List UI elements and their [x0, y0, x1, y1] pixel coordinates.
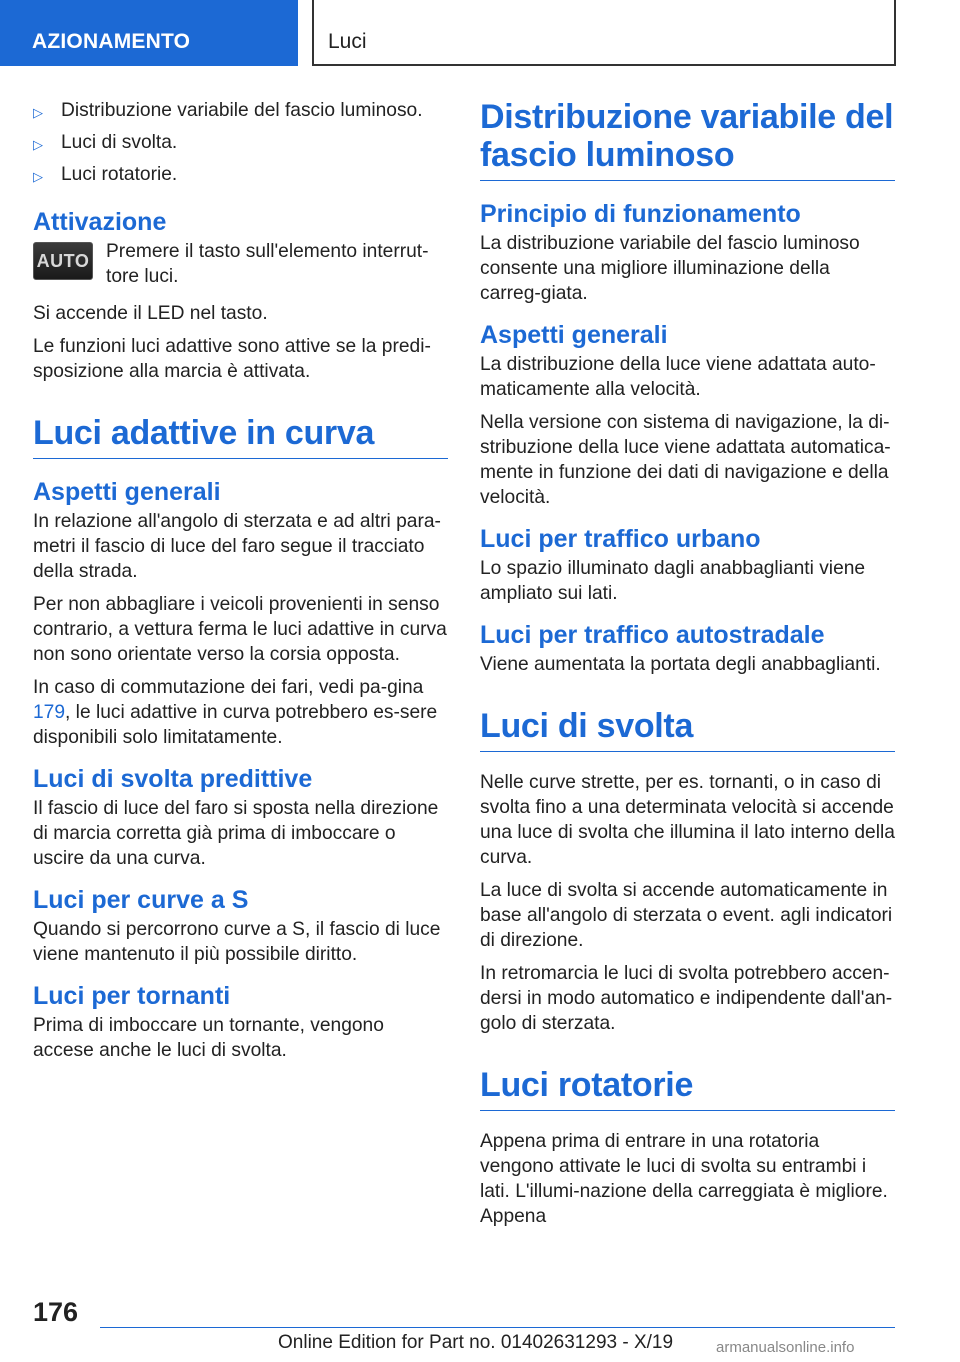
turning-lights-title: Luci di svolta — [480, 707, 895, 752]
hairpin-text: Prima di imboccare un tornante, vengono accese anche le luci di svolta. — [33, 1015, 384, 1061]
predictive-heading: Luci di svolta predittive — [33, 765, 313, 793]
roundabout-text-1: Appena prima di entrare in una rotatoria vengono attivate le luci di svolta su entrambi i lati. L'illumi-nazione della carreggiata è migliore. Appena — [480, 1131, 888, 1227]
turning-text-2: La luce di svolta si accende automaticamente in base all'angolo di sterzata o event. agli indicatori di direzione. — [480, 880, 893, 951]
principle-heading: Principio di funzionamento — [480, 200, 801, 228]
page-number: 176 — [33, 1297, 79, 1327]
right-column — [480, 98, 895, 1237]
hairpin-heading: Luci per tornanti — [33, 982, 231, 1010]
turning-text-1: Nelle curve strette, per es. tornanti, o in caso di svolta fino a una determinata velocità si accende una luce di svolta che illumina il lato interno della curva. — [480, 772, 895, 868]
section-tab: AZIONAMENTO — [0, 0, 298, 66]
adaptive-general-text-1: In relazione all'angolo di sterzata e ad altri para-metri il fascio di luce del faro segue il tracciato della strada. — [33, 511, 441, 582]
roundabout-title: Luci rotatorie — [480, 1066, 895, 1111]
list-item: ▷ Distribuzione variabile del fascio luminoso. — [33, 98, 448, 123]
s-curve-text: Quando si percorrono curve a S, il fascio di luce viene mantenuto il più possibile diritto. — [33, 919, 441, 965]
urban-text: Lo spazio illuminato dagli anabbaglianti viene ampliato sui lati. — [480, 558, 866, 604]
adaptive-curve-title: Luci adattive in curva — [33, 414, 448, 459]
adaptive-general-text-2: Per non abbagliare i veicoli provenienti in senso contrario, a vettura ferma le luci adattive in curva non sono orientate verso la corsia opposta. — [33, 594, 447, 665]
activation-status-text: Le funzioni luci adattive sono attive se la predi-sposizione alla marcia è attivata. — [33, 336, 431, 382]
adaptive-general-text-3: In caso di commutazione dei fari, vedi pa-gina 179, le luci adattive in curva potrebbero es-sere disponibili solo limitatamente. — [33, 677, 438, 748]
predictive-text: Il fascio di luce del faro si sposta nella direzione di marcia corretta già prima di imboccare o uscire da una curva. — [33, 798, 439, 869]
principle-text: La distribuzione variabile del fascio luminoso consente una migliore illuminazione della carreg-giata. — [480, 233, 860, 304]
highway-text: Viene aumentata la portata degli anabbaglianti. — [480, 654, 881, 675]
variable-general-text-1: La distribuzione della luce viene adattata auto-maticamente alla velocità. — [480, 354, 876, 400]
adaptive-general-heading: Aspetti generali — [33, 478, 221, 506]
auto-button-icon: AUTO — [33, 242, 93, 280]
list-item: ▷ Luci rotatorie. — [33, 162, 448, 187]
footer-watermark: armanualsonline.info — [716, 1339, 855, 1356]
variable-beam-title: Distribuzione variabile del fascio luminoso — [480, 98, 895, 181]
urban-heading: Luci per traffico urbano — [480, 525, 761, 553]
list-item: ▷ Luci di svolta. — [33, 130, 448, 155]
activation-heading: Attivazione — [33, 208, 167, 236]
variable-general-heading: Aspetti generali — [480, 321, 668, 349]
activation-block — [33, 239, 448, 289]
footer-edition: Online Edition for Part no. 01402631293 - X/19 — [278, 1332, 674, 1353]
highway-heading: Luci per traffico autostradale — [480, 621, 825, 649]
activation-instruction: Premere il tasto sull'elemento interrut-tore luci. — [106, 241, 429, 287]
page-reference-link[interactable]: 179 — [33, 702, 66, 723]
feature-list — [33, 98, 448, 187]
chapter-title: Luci — [312, 0, 896, 66]
triangle-bullet-icon: ▷ — [33, 169, 43, 184]
turning-text-3: In retromarcia le luci di svolta potrebbero accen-dersi in modo automatico e indipendente dall'an-golo di sterzata. — [480, 963, 893, 1034]
left-column — [33, 98, 448, 1071]
variable-general-text-2: Nella versione con sistema di navigazione, la di-stribuzione della luce viene adattata automatica-mente in funzione dei dati di navigazione e della velocità. — [480, 412, 891, 508]
activation-led-text: Si accende il LED nel tasto. — [33, 303, 268, 324]
page-header — [0, 0, 960, 68]
triangle-bullet-icon: ▷ — [33, 105, 43, 120]
triangle-bullet-icon: ▷ — [33, 137, 43, 152]
s-curve-heading: Luci per curve a S — [33, 886, 249, 914]
footer-divider — [100, 1327, 895, 1328]
